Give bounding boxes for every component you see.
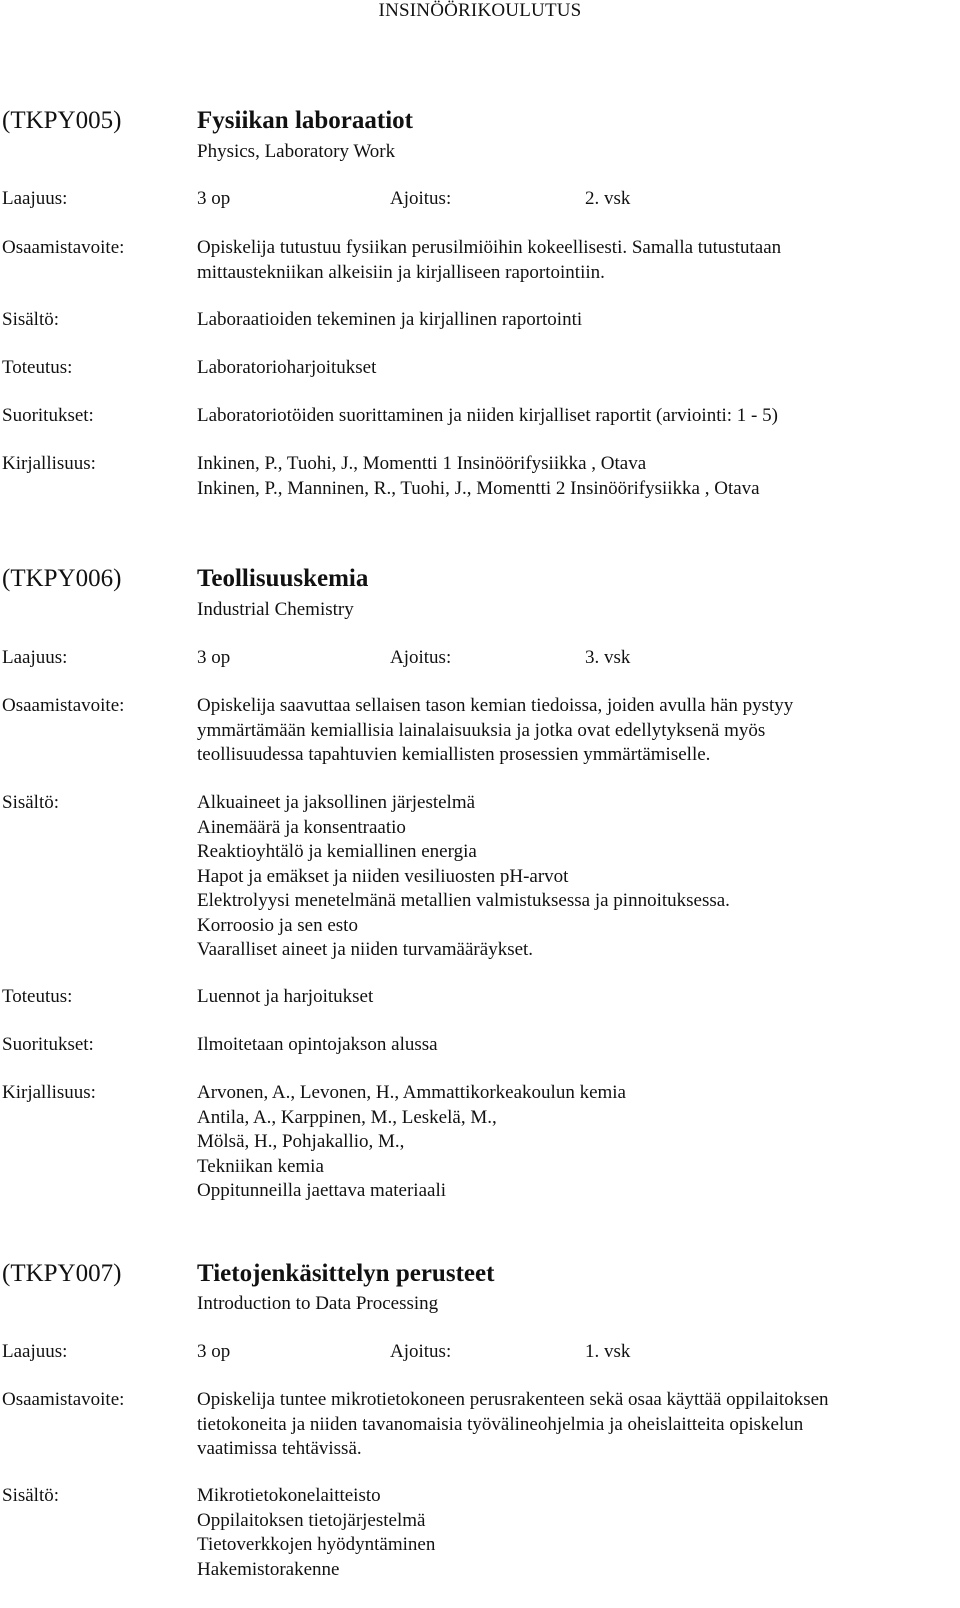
text-line: Mikrotietokonelaitteisto — [197, 1485, 381, 1506]
text-line: Alkuaineet ja jaksollinen järjestelmä — [197, 792, 476, 813]
suoritukset-label: Suoritukset: — [2, 1034, 94, 1055]
text-line: Luennot ja harjoitukset — [197, 986, 374, 1007]
course-code: (TKPY005) — [2, 107, 122, 134]
text-line: Elektrolyysi menetelmänä metallien valmistuksessa ja pinnoituksessa. — [197, 890, 730, 911]
course-title: Tietojenkäsittelyn perusteet — [197, 1260, 495, 1287]
text-line: Hapot ja emäkset ja niiden vesiliuosten pH-arvot — [197, 865, 569, 887]
kirjallisuus-label: Kirjallisuus: — [2, 1082, 96, 1103]
sisalto-label: Sisältö: — [2, 309, 60, 330]
text-line: teollisuudessa tapahtuvien kemiallisten prosessien ymmärtämiselle. — [197, 744, 711, 765]
text-line: Arvonen, A., Levonen, H., Ammattikorkeakoulun kemia — [197, 1082, 626, 1103]
text-line: mittaustekniikan alkeisiin ja kirjalliseen raportointiin. — [197, 261, 605, 283]
text-line: Vaaralliset aineet ja niiden turvamääräykset. — [197, 939, 534, 960]
text-line: vaatimissa tehtävissä. — [197, 1438, 362, 1459]
page-header: INSINÖÖRIKOULUTUS — [378, 0, 582, 21]
sisalto-text — [197, 308, 582, 333]
text-line: Laboratoriotöiden suorittaminen ja niiden kirjalliset raportit (arviointi: 1 - 5) — [197, 405, 778, 426]
text-line: Opiskelija tuntee mikrotietokoneen perusrakenteen sekä osaa käyttää oppilaitoksen — [197, 1389, 829, 1410]
osaamistavoite-label: Osaamistavoite: — [2, 237, 125, 258]
ajoitus-label: Ajoitus: — [390, 1341, 452, 1362]
course-code: (TKPY006) — [2, 565, 122, 592]
text-line: Mölsä, H., Pohjakallio, M., — [197, 1131, 405, 1152]
text-line: Hakemistorakenne — [197, 1558, 340, 1580]
ajoitus-value: 3. vsk — [585, 647, 631, 668]
text-line: Oppitunneilla jaettava materiaali — [197, 1180, 447, 1201]
laajuus-label: Laajuus: — [2, 1341, 68, 1362]
course-subtitle: Introduction to Data Processing — [197, 1293, 439, 1314]
text-line: Korroosio ja sen esto — [197, 914, 358, 936]
laajuus-value: 3 op — [197, 1341, 231, 1362]
osaamistavoite-label: Osaamistavoite: — [2, 695, 125, 716]
text-line: Ainemäärä ja konsentraatio — [197, 816, 406, 838]
suoritukset-text — [197, 404, 778, 429]
laajuus-value: 3 op — [197, 647, 231, 668]
ajoitus-value: 2. vsk — [585, 188, 631, 209]
laajuus-label: Laajuus: — [2, 647, 68, 668]
text-line: Inkinen, P., Tuohi, J., Momentti 1 Insinöörifysiikka , Otava — [197, 453, 647, 474]
text-line: tietokoneita ja niiden tavanomaisia työvälineohjelmia ja oheislaitteita opiskelun — [197, 1413, 804, 1435]
suoritukset-label: Suoritukset: — [2, 405, 94, 426]
kirjallisuus-text — [197, 452, 760, 501]
text-line: Ilmoitetaan opintojakson alussa — [197, 1034, 438, 1055]
toteutus-text — [197, 356, 376, 381]
text-line: Oppilaitoksen tietojärjestelmä — [197, 1509, 426, 1531]
sisalto-text — [197, 1484, 435, 1582]
ajoitus-label: Ajoitus: — [390, 647, 452, 668]
text-line: Opiskelija saavuttaa sellaisen tason kemian tiedoissa, joiden avulla hän pystyy — [197, 695, 794, 716]
laajuus-label: Laajuus: — [2, 188, 68, 209]
text-line: Laboraatioiden tekeminen ja kirjallinen raportointi — [197, 309, 583, 330]
text-line: Reaktioyhtälö ja kemiallinen energia — [197, 841, 477, 862]
course-title: Teollisuuskemia — [197, 565, 369, 592]
toteutus-text — [197, 985, 373, 1010]
laajuus-value: 3 op — [197, 188, 231, 209]
text-line: Antila, A., Karppinen, M., Leskelä, M., — [197, 1106, 497, 1128]
kirjallisuus-text — [197, 1081, 626, 1204]
text-line: Inkinen, P., Manninen, R., Tuohi, J., Momentti 2 Insinöörifysiikka , Otava — [197, 477, 760, 499]
ajoitus-value: 1. vsk — [585, 1341, 631, 1362]
osaamistavoite-text — [197, 1388, 829, 1462]
course-subtitle: Physics, Laboratory Work — [197, 141, 396, 162]
text-line: ymmärtämään kemiallisia lainalaisuuksia ja jotka ovat edellytyksenä myös — [197, 719, 766, 741]
osaamistavoite-label: Osaamistavoite: — [2, 1389, 125, 1410]
text-line: Tekniikan kemia — [197, 1155, 324, 1177]
course-title: Fysiikan laboraatiot — [197, 107, 413, 134]
text-line: Opiskelija tutustuu fysiikan perusilmiöihin kokeellisesti. Samalla tutustutaan — [197, 237, 782, 258]
sisalto-label: Sisältö: — [2, 792, 60, 813]
toteutus-label: Toteutus: — [2, 357, 73, 378]
sisalto-label: Sisältö: — [2, 1485, 60, 1506]
suoritukset-text — [197, 1033, 438, 1058]
ajoitus-label: Ajoitus: — [390, 188, 452, 209]
kirjallisuus-label: Kirjallisuus: — [2, 453, 96, 474]
toteutus-label: Toteutus: — [2, 986, 73, 1007]
course-subtitle: Industrial Chemistry — [197, 599, 354, 620]
course-code: (TKPY007) — [2, 1260, 122, 1287]
osaamistavoite-text — [197, 694, 793, 768]
text-line: Tietoverkkojen hyödyntäminen — [197, 1534, 436, 1555]
text-line: Laboratorioharjoitukset — [197, 357, 377, 378]
osaamistavoite-text — [197, 236, 781, 285]
sisalto-text — [197, 791, 730, 963]
